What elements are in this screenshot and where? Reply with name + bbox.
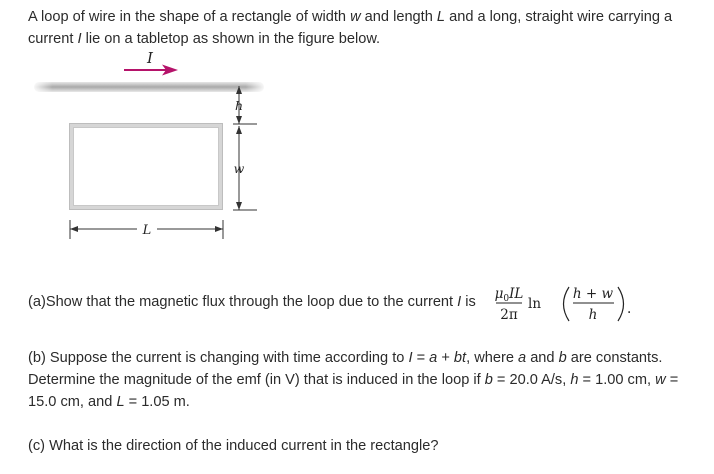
L-label: L [142,223,152,238]
formula-numerator: $\mu_0IL$ [494,286,524,304]
w-dimension [233,126,257,210]
part-b-question: (b) Suppose the current is changing with time according to I = a + bt, where a and b are constants. Determine the magnitude of the emf (in V) that is induced in the loop if b = 20.0 A/s, h = 1.00 cm, w = 15.0 cm, and L = 1.05 m. [28,350,679,410]
formula-arg-denominator: h [588,307,598,323]
h-dimension [233,86,257,124]
flux-formula [494,283,634,332]
formula-denominator: 2π [500,307,518,323]
formula-ln: ln [528,296,542,312]
straight-wire [34,82,264,92]
rectangular-loop [69,123,223,210]
current-arrow [124,65,178,76]
L-dimension [70,220,223,239]
problem-intro: A loop of wire in the shape of a rectangle of width w and length L and a long, straight wire carrying a current I lie on a tabletop as shown in the figure below. [28,9,673,47]
h-label: h [234,98,244,113]
formula-arg-numerator: h + w [572,286,614,302]
part-a-question: (a)Show that the magnetic flux through the loop due to the current I is [28,294,476,310]
w-label: w [233,161,245,176]
part-c-question: (c) What is the direction of the induced current in the rectangle? [28,438,439,454]
current-label: I [147,49,153,67]
formula-period: . [627,301,632,317]
